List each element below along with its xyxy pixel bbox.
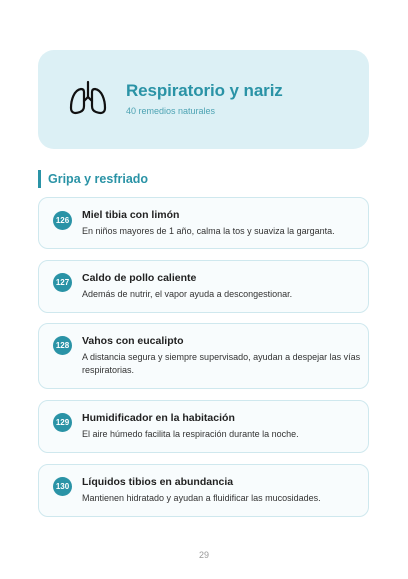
category-subtitle: 40 remedios naturales xyxy=(126,106,216,116)
remedy-card xyxy=(38,400,369,453)
remedy-description: Además de nutrir, el vapor ayuda a descongestionar. xyxy=(82,289,293,299)
remedy-description: El aire húmedo facilita la respiración durante la noche. xyxy=(82,429,299,439)
remedy-description: A distancia segura y siempre supervisado, ayudan a despejar las vías respiratorias. xyxy=(82,352,361,375)
remedy-title: Vahos con eucalipto xyxy=(82,335,184,347)
remedy-description: En niños mayores de 1 año, calma la tos y suaviza la garganta. xyxy=(82,226,335,236)
remedy-title: Miel tibia con limón xyxy=(82,209,180,221)
remedy-title: Humidificador en la habitación xyxy=(82,412,235,424)
remedy-description: Mantienen hidratado y ayudan a fluidificar las mucosidades. xyxy=(82,493,321,503)
remedy-number-badge: 127 xyxy=(53,273,72,292)
remedy-number-badge: 129 xyxy=(53,413,72,432)
remedy-number-badge: 130 xyxy=(53,477,72,496)
remedy-card xyxy=(38,323,369,389)
remedy-card xyxy=(38,197,369,249)
category-header xyxy=(38,50,369,149)
remedy-number-badge: 128 xyxy=(53,336,72,355)
remedy-card xyxy=(38,464,369,517)
section-heading: Gripa y resfriado xyxy=(38,170,148,188)
category-title: Respiratorio y nariz xyxy=(126,81,283,100)
remedy-card xyxy=(38,260,369,313)
remedy-title: Líquidos tibios en abundancia xyxy=(82,476,234,488)
remedy-title: Caldo de pollo caliente xyxy=(82,272,197,284)
remedy-number-badge: 126 xyxy=(53,211,72,230)
page-number: 29 xyxy=(198,550,209,560)
lungs-icon xyxy=(68,80,108,116)
